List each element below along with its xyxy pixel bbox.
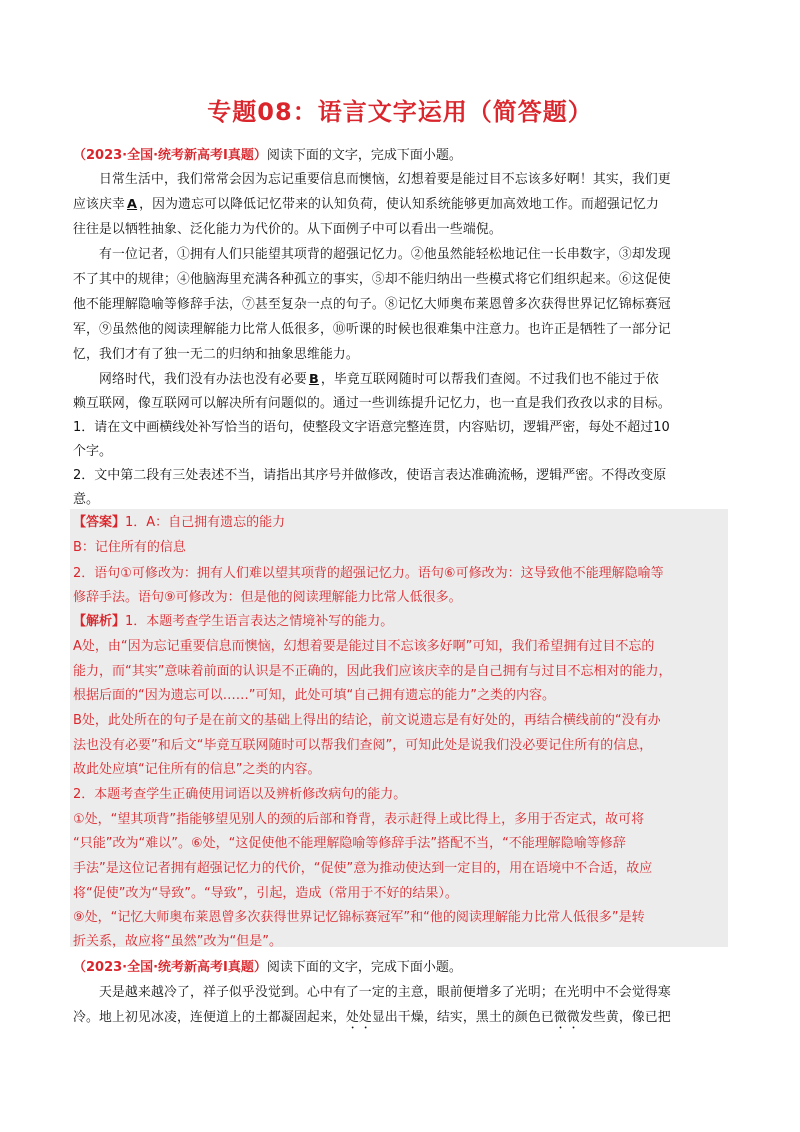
explanation-line: 故此处应填“记住所有的信息”之类的内容。 (73, 762, 321, 777)
answer-line: 【答案】1．A：自己拥有遗忘的能力 (73, 515, 286, 530)
passage-line: 往往是以牺牲抽象、泛化能力为代价的。从下面例子中可以看出一些端倪。 (73, 222, 502, 237)
passage-line: 网络时代，我们没有办法也没有必要 B ，毕竟互联网随时可以帮我们查阅。不过我们也不能过于依 (99, 372, 659, 387)
explanation-line: 根据后面的“因为遗忘可以……”可知，此处可填“自己拥有遗忘的能力”之类的内容。 (73, 688, 555, 703)
emphasis-word: 处处 (345, 1010, 372, 1025)
passage-line: 天是越来越冷了，祥子似乎没觉到。心中有了一定的主意，眼前便增多了光明；在光明中不会觉得寒 (99, 985, 671, 1000)
explanation-line: 将“促使”改为“导致”。“导致”，引起，造成（常用于不好的结果）。 (73, 886, 458, 901)
sub-question-1-cont: 个字。 (73, 444, 113, 459)
source-tag: （2023·全国·统考新高考Ⅰ真题） (73, 148, 267, 163)
passage-line: 赖互联网，像互联网可以解决所有问题似的。通过一些训练提升记忆力，也一直是我们孜孜以求的目标。 (73, 396, 671, 411)
passage-line: 日常生活中，我们常常会因为忘记重要信息而懊恼，幻想着要是能过目不忘该多好啊！其实，我们更 (99, 172, 671, 187)
passage-line: 有一位记者，①拥有人们只能望其项背的超强记忆力。②他虽然能轻松地记住一长串数字，③却发现 (99, 247, 671, 262)
passage-line: 军，⑨虽然他的阅读理解能力比常人低很多，⑩听课的时候也很难集中注意力。也许正是牺牲了一部分记 (73, 322, 671, 337)
explanation-line: “只能”改为“难以”。⑥处，“这促使他不能理解隐喻等修辞手法”搭配不当，“不能理解隐喻等修辞 (73, 836, 626, 851)
explanation-line: 法也没有必要”和后文“毕竟互联网随时可以帮我们查阅”，可知此处是说我们没必要记住所有的信息， (73, 738, 653, 753)
answer-line: 修辞手法。语句⑨可修改为：但是他的阅读理解能力比常人低很多。 (73, 590, 462, 605)
explanation-label: 【解析】 (73, 614, 126, 629)
explanation-line: 能力，而“其实”意味着前面的认识是不正确的，因此我们应该庆幸的是自己拥有与过目不忘相对的能力， (73, 664, 672, 679)
sub-question-2: 2．文中第二段有三处表述不当，请指出其序号并做修改，使语言表达准确流畅，逻辑严密。不得改变原 (73, 468, 667, 483)
explanation-line: ①处，“望其项背”指能够望见别人的颈的后部和脊背，表示赶得上或比得上，多用于否定式，故可将 (73, 812, 645, 827)
source-tag: （2023·全国·统考新高考Ⅰ真题） (73, 960, 267, 975)
page-title: 专题08：语言文字运用（简答题） (207, 98, 593, 126)
explanation-line: ⑨处，“记忆大师奥布莱恩曾多次获得世界记忆锦标赛冠军”和“他的阅读理解能力比常人低很多”是转 (73, 910, 645, 925)
explanation-line: 手法”是这位记者拥有超强记忆力的代价，“促使”意为推动使达到一定目的，用在语境中不合适，故应 (73, 861, 653, 876)
passage-line: 不了其中的规律；④他脑海里充满各种孤立的事实，⑤却不能归纳出一些模式将它们组织起来。⑥这促使 (73, 272, 671, 287)
explanation-line: 2．本题考查学生正确使用词语以及辨析修改病句的能力。 (73, 787, 407, 802)
explanation-line: B处，此处所在的句子是在前文的基础上得出的结论，前文说遗忘是有好处的，再结合横线前的“没有办 (73, 713, 661, 728)
explanation-line: 折关系，故应将“虽然”改为“但是”。 (73, 934, 282, 949)
passage-line: 冷。地上初见冰凌，连便道上的土都凝固起来，处处显出干燥，结实，黑土的颜色已微微发些黄，像已把 (73, 1010, 671, 1025)
sub-question-2-cont: 意。 (73, 492, 100, 507)
answer-label: 【答案】 (73, 515, 126, 530)
emphasis-word: 微微 (553, 1010, 580, 1025)
answer-line: B：记住所有的信息 (73, 540, 186, 555)
passage-line: 他不能理解隐喻等修辞手法，⑦甚至复杂一点的句子。⑧记忆大师奥布莱恩曾多次获得世界记忆锦标赛冠 (73, 297, 671, 312)
question-header (73, 146, 725, 166)
blank-b: B (308, 372, 319, 387)
answer-line: 2．语句①可修改为：拥有人们难以望其项背的超强记忆力。语句⑥可修改为：这导致他不能理解隐喻等 (73, 566, 664, 581)
instruction: 阅读下面的文字，完成下面小题。 (266, 148, 462, 163)
question-header (73, 958, 725, 978)
instruction: 阅读下面的文字，完成下面小题。 (266, 960, 462, 975)
blank-a: A (127, 197, 138, 212)
explanation-line: 【解析】1．本题考查学生语言表达之情境补写的能力。 (73, 614, 394, 629)
passage-line: 忆，我们才有了独一无二的归纳和抽象思维能力。 (73, 347, 359, 362)
explanation-line: A处，由“因为忘记重要信息而懊恼，幻想着要是能过目不忘该多好啊”可知，我们希望拥有过目不忘的 (73, 639, 655, 654)
passage-line: 应该庆幸 A ，因为遗忘可以降低记忆带来的认知负荷，使认知系统能够更加高效地工作。而超强记忆力 (73, 197, 659, 212)
sub-question-1: 1．请在文中画横线处补写恰当的语句，使整段文字语意完整连贯，内容贴切，逻辑严密，每处不超过10 (73, 420, 670, 435)
